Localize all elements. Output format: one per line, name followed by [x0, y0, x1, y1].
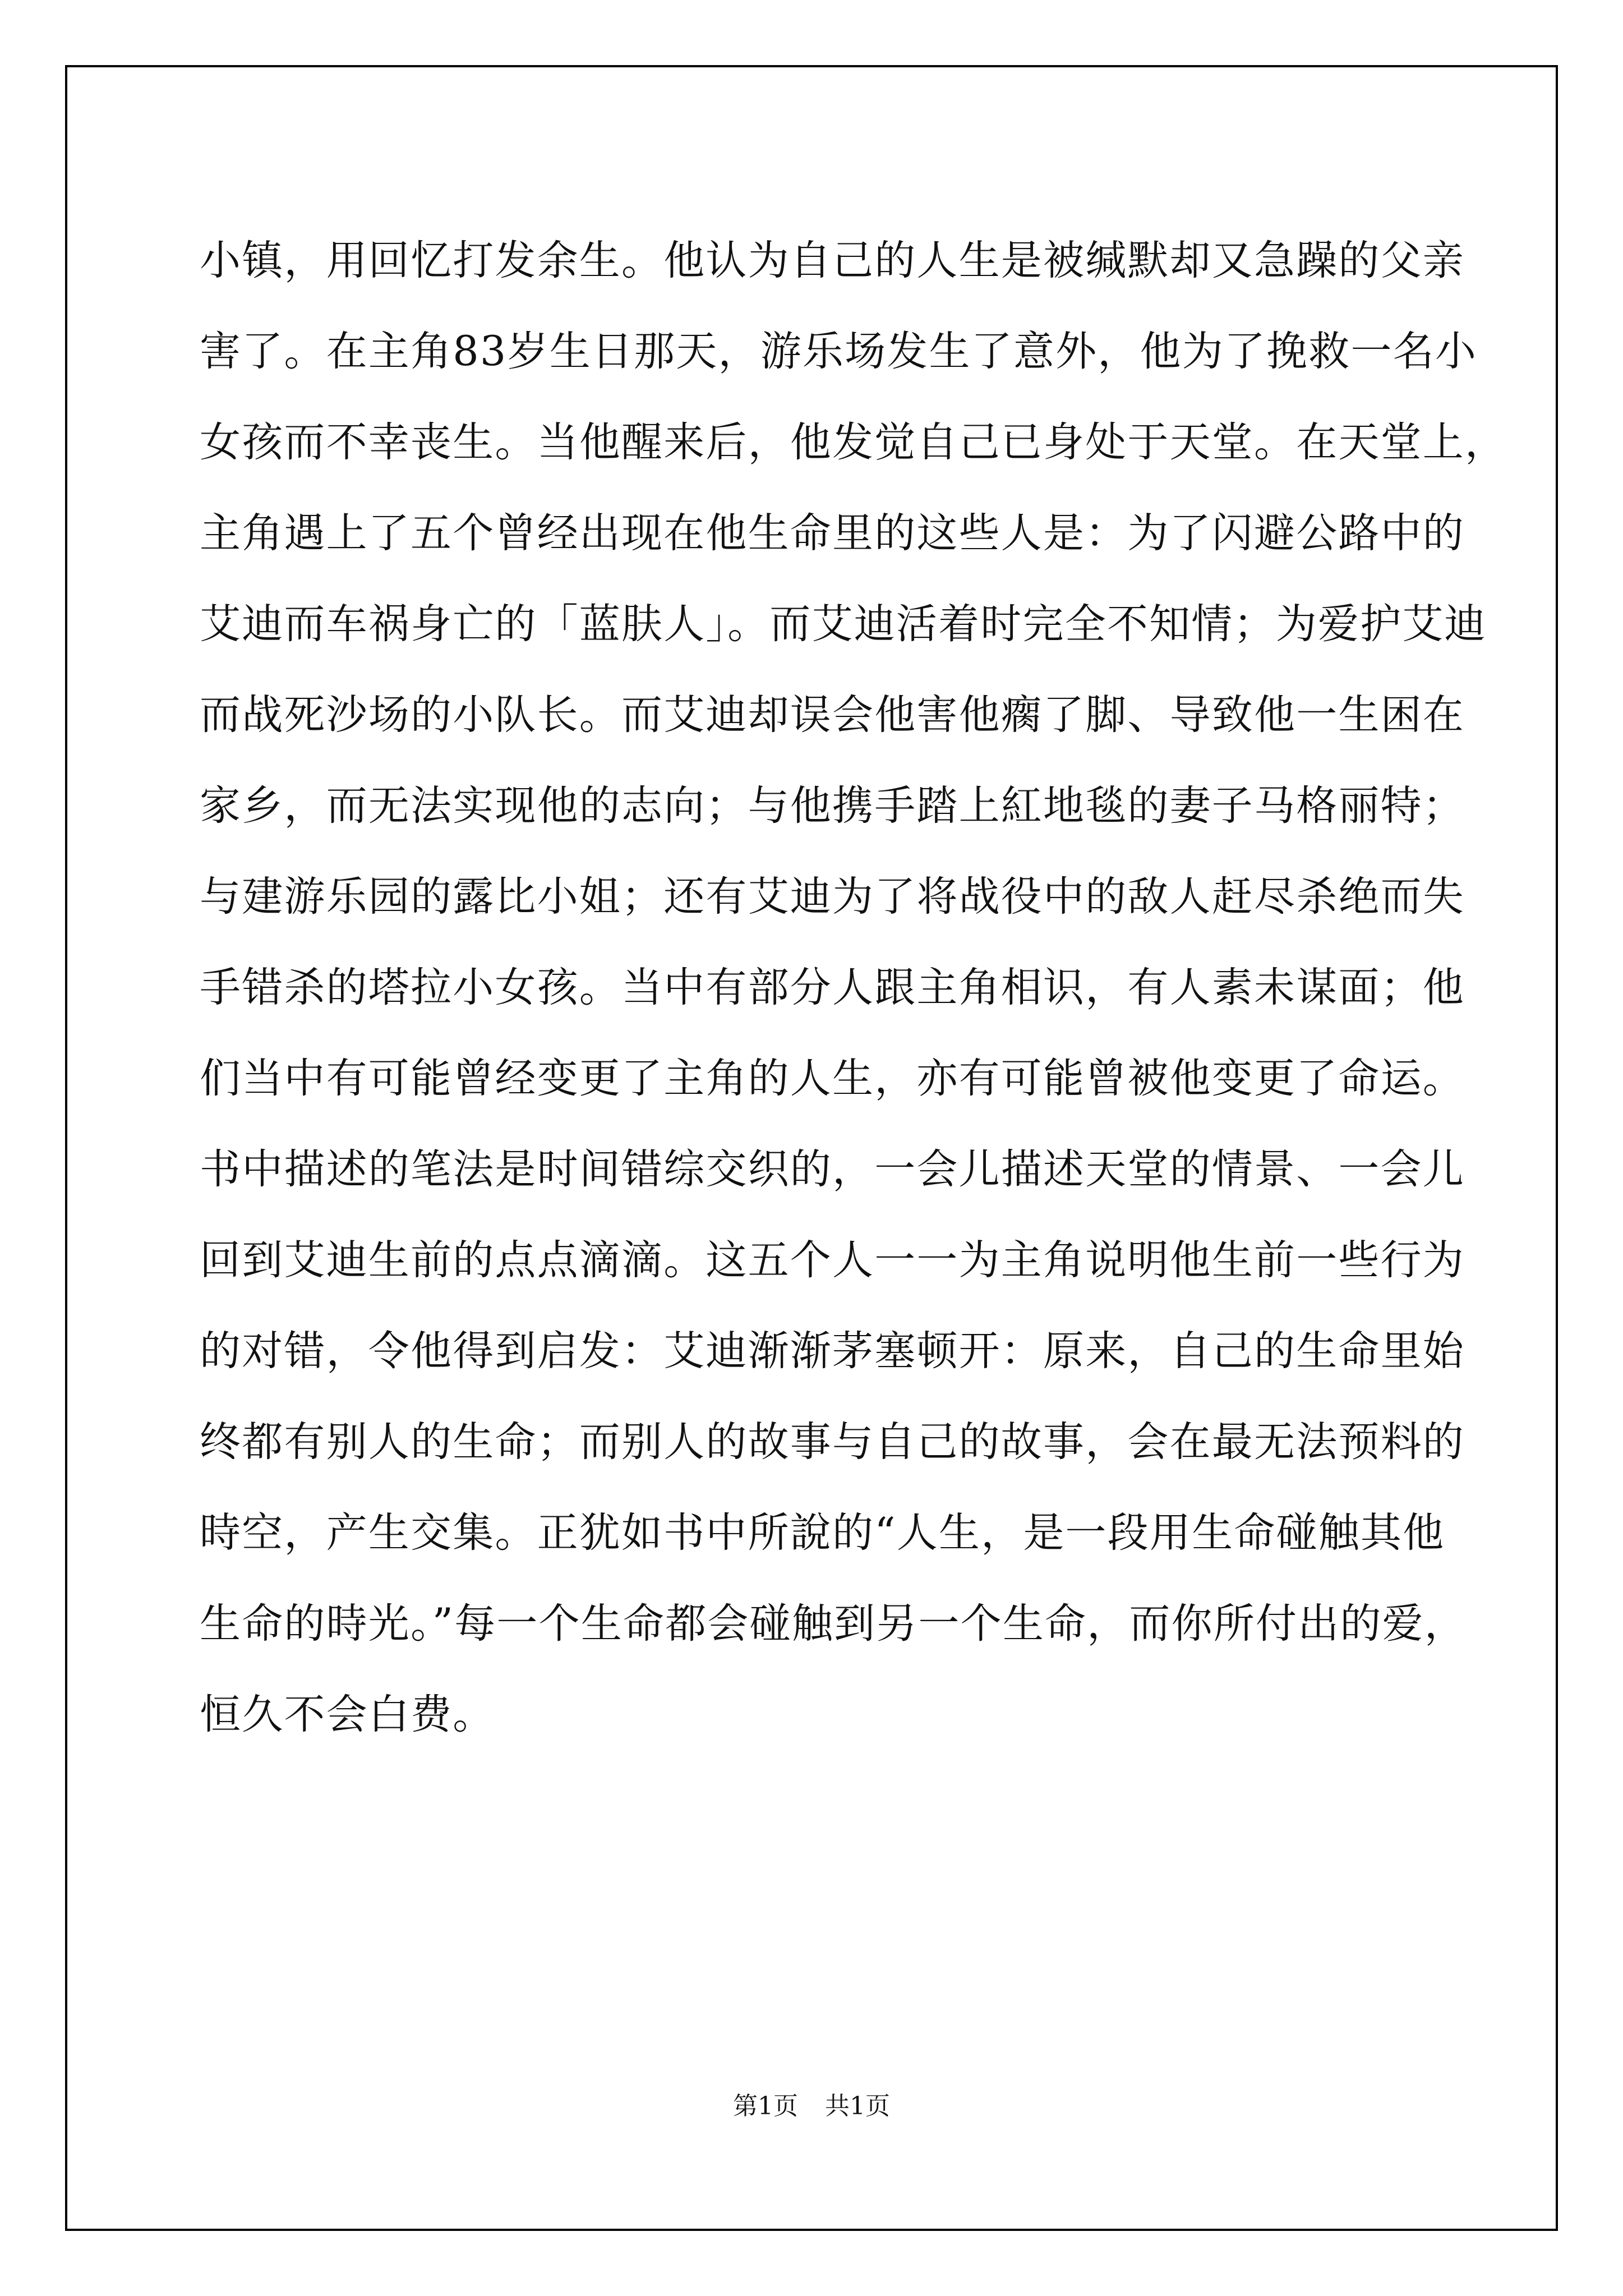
text-line: 家乡，而无法实现他的志向；与他携手踏上紅地毯的妻子马格丽特；	[200, 782, 1465, 830]
text-line: 生命的時光。”每一个生命都会碰触到另一个生命，而你所付出的爱，	[200, 1600, 1467, 1648]
text-line: 回到艾迪生前的点点滴滴。这五个人一一为主角说明他生前一些行为	[200, 1236, 1465, 1284]
text-line: 恒久不会白费。	[200, 1691, 495, 1738]
page-footer	[0, 2086, 1623, 2122]
text-line: 书中描述的笔法是时间错综交织的，一会儿描述天堂的情景、一会儿	[200, 1145, 1465, 1193]
text-line: 手错杀的塔拉小女孩。当中有部分人跟主角相识，有人素未谋面；他	[200, 964, 1465, 1011]
document-body	[200, 215, 1507, 1760]
text-line: 终都有别人的生命；而别人的故事与自己的故事，会在最无法预料的	[200, 1418, 1465, 1466]
text-line: 害了。在主角83岁生日那天，游乐场发生了意外，他为了挽救一名小	[200, 328, 1478, 375]
page-number: 第1页	[733, 2092, 798, 2120]
text-line: 主角遇上了五个曾经出现在他生命里的这些人是：为了闪避公路中的	[200, 509, 1465, 557]
text-line: 小镇，用回忆打发余生。他认为自己的人生是被缄默却又急躁的父亲	[200, 237, 1465, 284]
text-line: 女孩而不幸丧生。当他醒来后，他发觉自己已身处于天堂。在天堂上，	[200, 418, 1507, 466]
text-line: 的对错，令他得到启发：艾迪渐渐茅塞顿开：原来，自己的生命里始	[200, 1327, 1465, 1375]
page-total: 共1页	[825, 2092, 890, 2120]
text-line: 艾迪而车祸身亡的「蓝肤人」。而艾迪活着时完全不知情；为爱护艾迪	[200, 600, 1487, 648]
text-line: 与建游乐园的露比小姐；还有艾迪为了将战役中的敌人赶尽杀绝而失	[200, 873, 1465, 921]
text-line: 们当中有可能曾经变更了主角的人生，亦有可能曾被他变更了命运。	[200, 1055, 1465, 1102]
text-line: 時空，产生交集。正犹如书中所說的“人生，是一段用生命碰触其他	[200, 1509, 1445, 1557]
text-line: 而战死沙场的小队长。而艾迪却误会他害他瘸了脚、导致他一生困在	[200, 691, 1465, 739]
